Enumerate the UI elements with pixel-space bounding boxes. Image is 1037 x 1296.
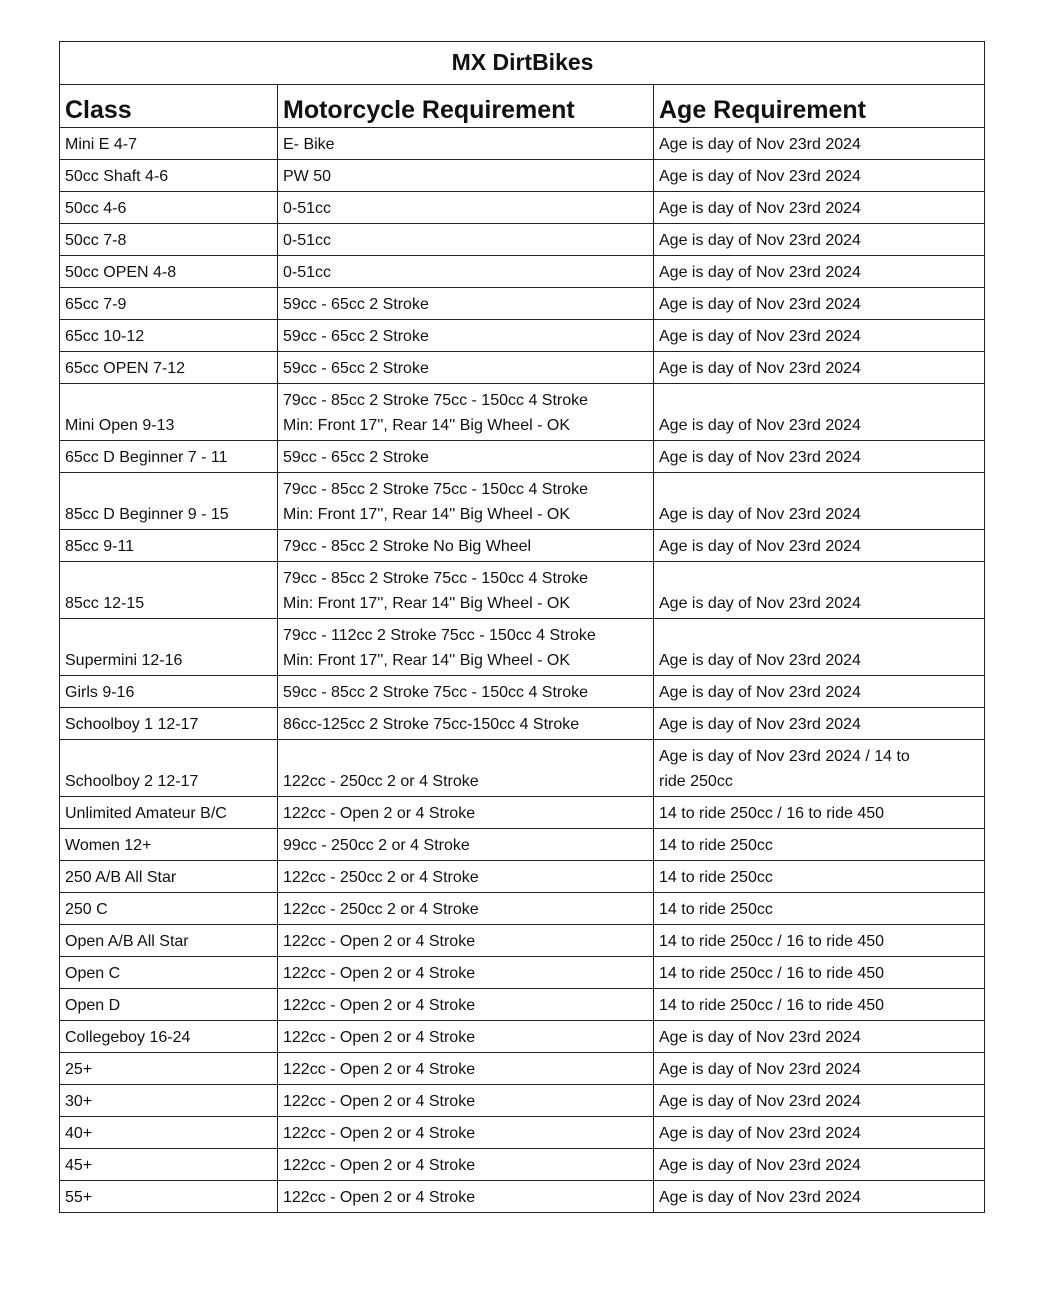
age-requirement-cell: Age is day of Nov 23rd 2024 <box>654 288 985 320</box>
class-cell: Mini Open 9-13 <box>60 384 278 441</box>
class-cell: 85cc 12-15 <box>60 562 278 619</box>
motorcycle-requirement-cell: 122cc - 250cc 2 or 4 Stroke <box>278 893 654 925</box>
table-row <box>60 441 985 473</box>
header-age-requirement: Age Requirement <box>654 85 985 128</box>
table-row <box>60 829 985 861</box>
table-row <box>60 676 985 708</box>
table-row <box>60 320 985 352</box>
age-requirement-cell: Age is day of Nov 23rd 2024 <box>654 562 985 619</box>
class-cell: 50cc Shaft 4-6 <box>60 160 278 192</box>
table-row <box>60 797 985 829</box>
age-requirement-cell: Age is day of Nov 23rd 2024 <box>654 192 985 224</box>
age-requirement-cell: Age is day of Nov 23rd 2024 <box>654 1053 985 1085</box>
table-row <box>60 256 985 288</box>
table-row <box>60 740 985 797</box>
age-requirement-cell: Age is day of Nov 23rd 2024 <box>654 160 985 192</box>
class-cell: Girls 9-16 <box>60 676 278 708</box>
age-requirement-cell: Age is day of Nov 23rd 2024 <box>654 224 985 256</box>
class-cell: 40+ <box>60 1117 278 1149</box>
table-row <box>60 473 985 530</box>
motorcycle-requirement-cell: 122cc - Open 2 or 4 Stroke <box>278 1181 654 1213</box>
age-requirement-cell: Age is day of Nov 23rd 2024 <box>654 708 985 740</box>
age-requirement-cell: Age is day of Nov 23rd 2024 <box>654 473 985 530</box>
class-cell: 55+ <box>60 1181 278 1213</box>
table-row <box>60 957 985 989</box>
table-row <box>60 1181 985 1213</box>
class-cell: 50cc 7-8 <box>60 224 278 256</box>
age-requirement-cell: Age is day of Nov 23rd 2024 <box>654 384 985 441</box>
motorcycle-requirement-cell: 59cc - 65cc 2 Stroke <box>278 320 654 352</box>
age-requirement-cell: Age is day of Nov 23rd 2024 <box>654 1085 985 1117</box>
age-requirement-cell: Age is day of Nov 23rd 2024 <box>654 530 985 562</box>
table-row <box>60 1053 985 1085</box>
motorcycle-requirement-cell: 122cc - 250cc 2 or 4 Stroke <box>278 861 654 893</box>
motorcycle-requirement-cell: 122cc - Open 2 or 4 Stroke <box>278 957 654 989</box>
table-row <box>60 352 985 384</box>
age-requirement-cell: Age is day of Nov 23rd 2024 / 14 to ride 250cc <box>654 740 985 797</box>
table-row <box>60 530 985 562</box>
age-requirement-cell: Age is day of Nov 23rd 2024 <box>654 320 985 352</box>
motorcycle-requirement-cell: 0-51cc <box>278 192 654 224</box>
table-body <box>60 128 985 1213</box>
class-cell: Open D <box>60 989 278 1021</box>
motorcycle-requirement-cell: 122cc - Open 2 or 4 Stroke <box>278 989 654 1021</box>
age-requirement-cell: 14 to ride 250cc <box>654 829 985 861</box>
classes-table <box>59 41 985 1213</box>
class-cell: 25+ <box>60 1053 278 1085</box>
table-row <box>60 1149 985 1181</box>
class-cell: 30+ <box>60 1085 278 1117</box>
motorcycle-requirement-cell: 79cc - 85cc 2 Stroke No Big Wheel <box>278 530 654 562</box>
motorcycle-requirement-cell: 59cc - 65cc 2 Stroke <box>278 288 654 320</box>
class-cell: 85cc D Beginner 9 - 15 <box>60 473 278 530</box>
header-motorcycle-requirement: Motorcycle Requirement <box>278 85 654 128</box>
age-requirement-cell: 14 to ride 250cc / 16 to ride 450 <box>654 797 985 829</box>
motorcycle-requirement-cell: 122cc - 250cc 2 or 4 Stroke <box>278 740 654 797</box>
motorcycle-requirement-cell: 0-51cc <box>278 224 654 256</box>
table-row <box>60 1021 985 1053</box>
motorcycle-requirement-cell: 122cc - Open 2 or 4 Stroke <box>278 1149 654 1181</box>
class-cell: 65cc 7-9 <box>60 288 278 320</box>
table-row <box>60 861 985 893</box>
class-cell: Supermini 12-16 <box>60 619 278 676</box>
motorcycle-requirement-cell: 79cc - 85cc 2 Stroke 75cc - 150cc 4 Stroke Min: Front 17'', Rear 14'' Big Wheel - OK <box>278 384 654 441</box>
table-row <box>60 989 985 1021</box>
class-cell: 250 C <box>60 893 278 925</box>
table-row <box>60 288 985 320</box>
motorcycle-requirement-cell: 79cc - 85cc 2 Stroke 75cc - 150cc 4 Stroke Min: Front 17'', Rear 14'' Big Wheel - OK <box>278 562 654 619</box>
age-requirement-cell: Age is day of Nov 23rd 2024 <box>654 256 985 288</box>
motorcycle-requirement-cell: 79cc - 85cc 2 Stroke 75cc - 150cc 4 Stroke Min: Front 17'', Rear 14'' Big Wheel - OK <box>278 473 654 530</box>
table-row <box>60 160 985 192</box>
age-requirement-cell: 14 to ride 250cc / 16 to ride 450 <box>654 957 985 989</box>
table-title: MX DirtBikes <box>60 42 985 85</box>
age-requirement-cell: Age is day of Nov 23rd 2024 <box>654 676 985 708</box>
age-requirement-cell: 14 to ride 250cc / 16 to ride 450 <box>654 925 985 957</box>
table-row <box>60 224 985 256</box>
class-cell: Schoolboy 2 12-17 <box>60 740 278 797</box>
class-cell: Schoolboy 1 12-17 <box>60 708 278 740</box>
motorcycle-requirement-cell: PW 50 <box>278 160 654 192</box>
motorcycle-requirement-cell: 79cc - 112cc 2 Stroke 75cc - 150cc 4 Stroke Min: Front 17'', Rear 14'' Big Wheel - OK <box>278 619 654 676</box>
age-requirement-cell: Age is day of Nov 23rd 2024 <box>654 1149 985 1181</box>
class-cell: 65cc D Beginner 7 - 11 <box>60 441 278 473</box>
class-cell: Open C <box>60 957 278 989</box>
class-cell: 65cc OPEN 7-12 <box>60 352 278 384</box>
class-cell: 50cc 4-6 <box>60 192 278 224</box>
table-row <box>60 619 985 676</box>
age-requirement-cell: Age is day of Nov 23rd 2024 <box>654 1181 985 1213</box>
age-requirement-cell: Age is day of Nov 23rd 2024 <box>654 1021 985 1053</box>
motorcycle-requirement-cell: 0-51cc <box>278 256 654 288</box>
table-row <box>60 192 985 224</box>
motorcycle-requirement-cell: 59cc - 85cc 2 Stroke 75cc - 150cc 4 Stroke <box>278 676 654 708</box>
motorcycle-requirement-cell: 122cc - Open 2 or 4 Stroke <box>278 1085 654 1117</box>
class-cell: 65cc 10-12 <box>60 320 278 352</box>
age-requirement-cell: 14 to ride 250cc <box>654 893 985 925</box>
class-cell: 45+ <box>60 1149 278 1181</box>
table-row <box>60 128 985 160</box>
motorcycle-requirement-cell: E- Bike <box>278 128 654 160</box>
age-requirement-cell: Age is day of Nov 23rd 2024 <box>654 128 985 160</box>
table-row <box>60 384 985 441</box>
motorcycle-requirement-cell: 86cc-125cc 2 Stroke 75cc-150cc 4 Stroke <box>278 708 654 740</box>
age-requirement-cell: 14 to ride 250cc <box>654 861 985 893</box>
motorcycle-requirement-cell: 122cc - Open 2 or 4 Stroke <box>278 797 654 829</box>
age-requirement-cell: Age is day of Nov 23rd 2024 <box>654 441 985 473</box>
motorcycle-requirement-cell: 122cc - Open 2 or 4 Stroke <box>278 1021 654 1053</box>
class-cell: 50cc OPEN 4-8 <box>60 256 278 288</box>
age-requirement-cell: 14 to ride 250cc / 16 to ride 450 <box>654 989 985 1021</box>
motorcycle-requirement-cell: 122cc - Open 2 or 4 Stroke <box>278 925 654 957</box>
class-cell: Women 12+ <box>60 829 278 861</box>
class-cell: 250 A/B All Star <box>60 861 278 893</box>
class-cell: Mini E 4-7 <box>60 128 278 160</box>
age-requirement-cell: Age is day of Nov 23rd 2024 <box>654 1117 985 1149</box>
motorcycle-requirement-cell: 59cc - 65cc 2 Stroke <box>278 352 654 384</box>
motorcycle-requirement-cell: 99cc - 250cc 2 or 4 Stroke <box>278 829 654 861</box>
table-row <box>60 893 985 925</box>
table-row <box>60 1117 985 1149</box>
table-row <box>60 925 985 957</box>
motorcycle-requirement-cell: 122cc - Open 2 or 4 Stroke <box>278 1117 654 1149</box>
header-class: Class <box>60 85 278 128</box>
class-cell: Unlimited Amateur B/C <box>60 797 278 829</box>
table-row <box>60 562 985 619</box>
motorcycle-requirement-cell: 122cc - Open 2 or 4 Stroke <box>278 1053 654 1085</box>
class-cell: 85cc 9-11 <box>60 530 278 562</box>
age-requirement-cell: Age is day of Nov 23rd 2024 <box>654 352 985 384</box>
motorcycle-requirement-cell: 59cc - 65cc 2 Stroke <box>278 441 654 473</box>
table-row <box>60 1085 985 1117</box>
age-requirement-cell: Age is day of Nov 23rd 2024 <box>654 619 985 676</box>
table-row <box>60 708 985 740</box>
class-cell: Collegeboy 16-24 <box>60 1021 278 1053</box>
class-cell: Open A/B All Star <box>60 925 278 957</box>
